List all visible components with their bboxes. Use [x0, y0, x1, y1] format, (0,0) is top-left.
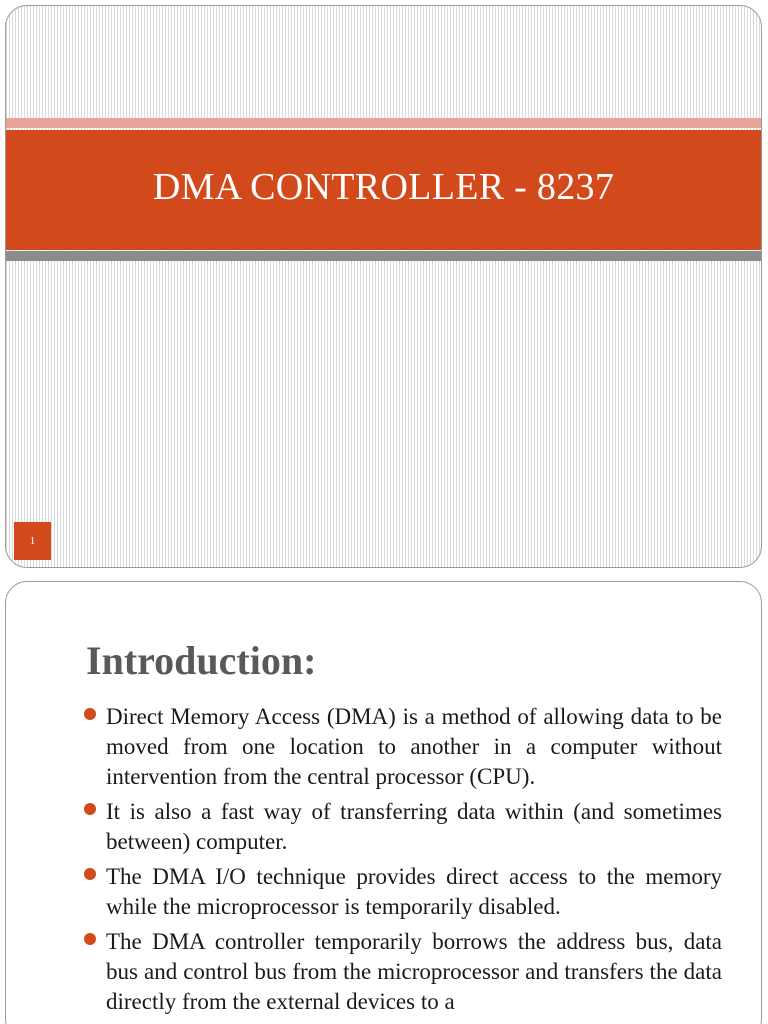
slide-number-badge [14, 522, 51, 560]
bullet-list [79, 702, 722, 1022]
introduction-slide [5, 581, 762, 1024]
bullet-text: Direct Memory Access (DMA) is a method of allowing data to be moved from one location to another in a computer without intervention from the central processor (CPU). [106, 704, 722, 789]
gray-accent-band [6, 251, 761, 261]
title-band [6, 130, 761, 250]
bullet-item [79, 862, 722, 922]
bullet-dot-icon [84, 933, 96, 945]
title-slide [5, 5, 762, 568]
bullet-dot-icon [84, 708, 96, 720]
bullet-text: The DMA I/O technique provides direct access to the memory while the microprocessor is temporarily disabled. [106, 864, 722, 919]
bullet-text: The DMA controller temporarily borrows the address bus, data bus and control bus from the microprocessor and transfers the data directly from the external devices to a [106, 929, 722, 1014]
bullet-dot-icon [84, 868, 96, 880]
bullet-item [79, 702, 722, 792]
bullet-item [79, 927, 722, 1017]
slide-heading: Introduction: [86, 638, 317, 683]
bullet-text: It is also a fast way of transferring data within (and sometimes between) computer. [106, 799, 722, 854]
pink-accent-band [6, 118, 761, 128]
bullet-item [79, 797, 722, 857]
slide-number: 1 [29, 535, 36, 547]
slide-title: DMA CONTROLLER - 8237 [152, 166, 615, 208]
bullet-dot-icon [84, 803, 96, 815]
